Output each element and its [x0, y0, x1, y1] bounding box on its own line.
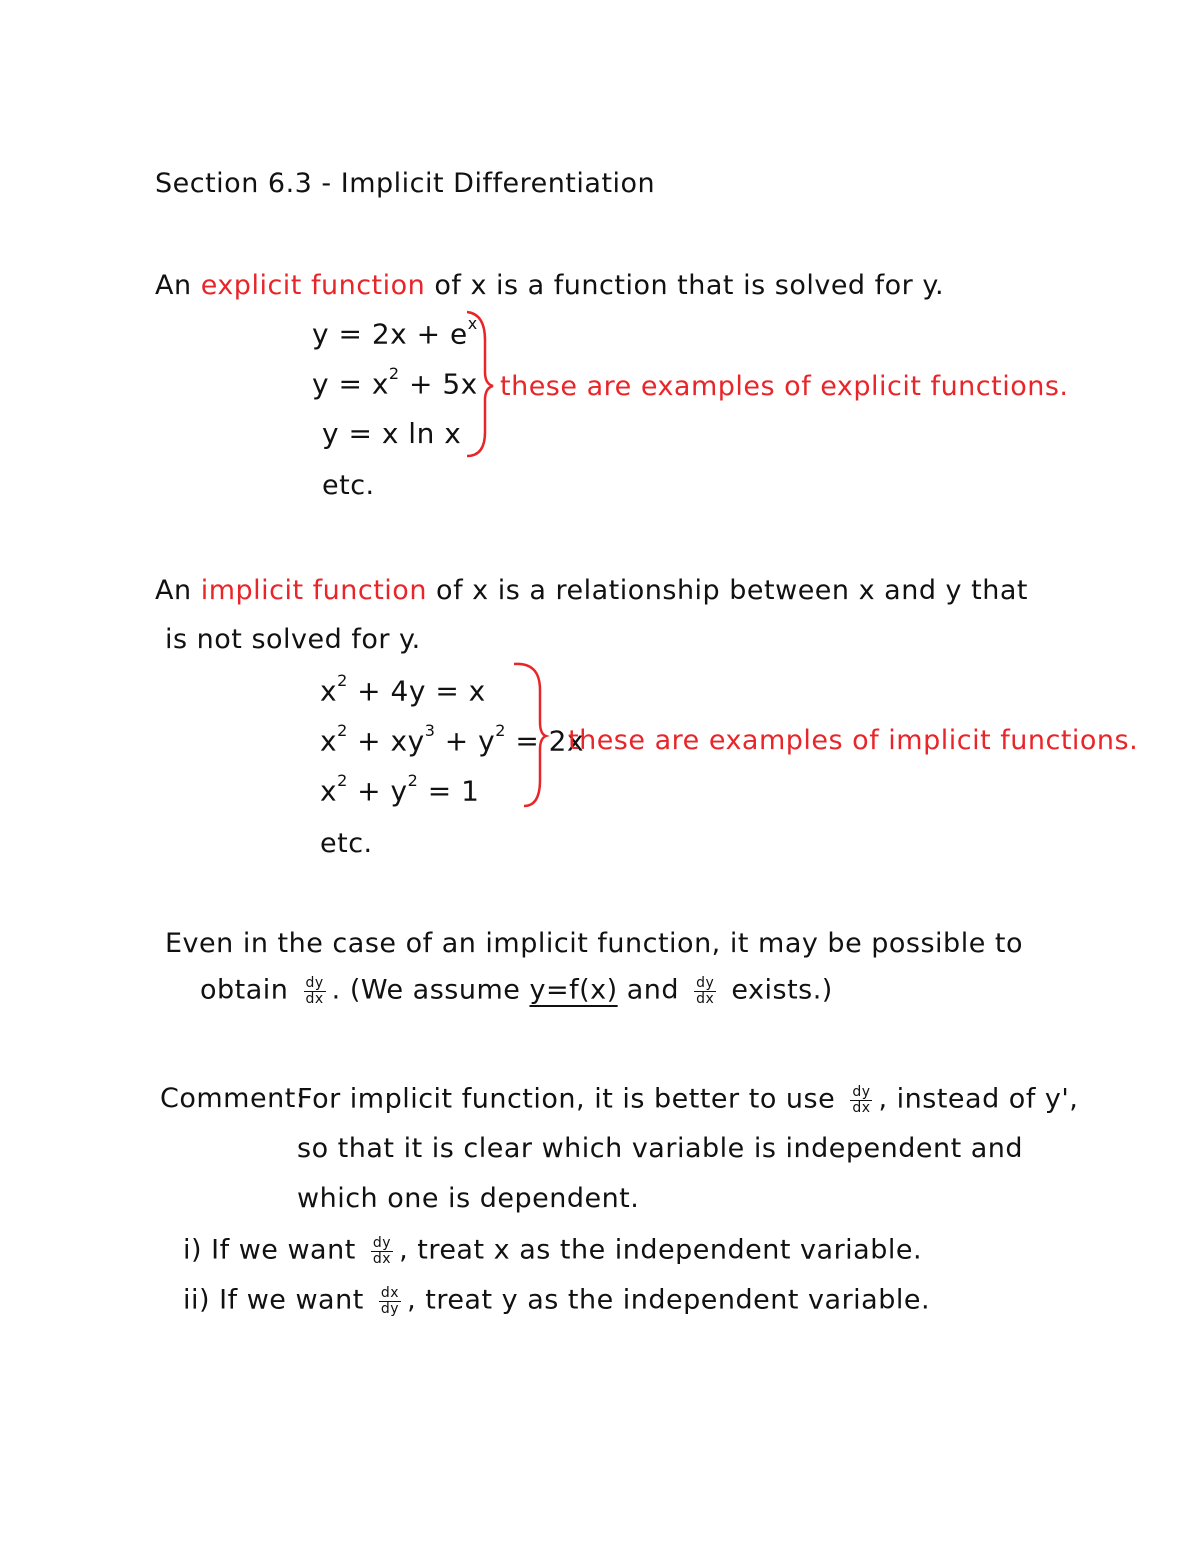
implicit-ex2-a: x [320, 724, 338, 758]
rule-i-lead: If we want [211, 1234, 356, 1266]
implicit-rest: of x is a relationship between x and y that [436, 575, 1028, 606]
explicit-etc: etc. [322, 470, 375, 501]
explicit-note: these are examples of explicit functions. [500, 371, 1069, 402]
explicit-term: explicit function [200, 270, 426, 301]
rule-ii-text: , treat y as the independent variable. [407, 1284, 931, 1316]
even-obtain: obtain [200, 974, 289, 1006]
rule-ii-den: dy [380, 1300, 400, 1317]
explicit-example-1-exp: x [467, 314, 478, 333]
explicit-example-2 [312, 364, 478, 401]
implicit-ex2-exp3: 2 [495, 721, 506, 740]
implicit-ex3-b: + y [357, 774, 408, 808]
implicit-ex3-a: x [320, 774, 338, 808]
even-exists: exists.) [731, 974, 833, 1006]
even-frac2-den: dx [696, 990, 715, 1007]
implicit-ex2-c: + y [444, 724, 496, 758]
implicit-note: these are examples of implicit functions. [568, 725, 1139, 756]
explicit-brace-icon [465, 310, 495, 460]
implicit-example-3 [320, 771, 480, 808]
implicit-ex2-exp1: 2 [337, 721, 348, 740]
comment-frac-den: dx [852, 1099, 871, 1116]
rule-ii-label: ii) [183, 1284, 211, 1316]
implicit-ex2-exp2: 3 [424, 721, 436, 740]
implicit-ex2-b: + xy [357, 724, 425, 758]
comment-line-2: so that it is clear which variable is independent and [297, 1133, 1024, 1164]
comment-line-1-b: , instead of y', [878, 1083, 1079, 1115]
implicit-lead: An [155, 575, 192, 606]
comment-frac-num: dy [852, 1084, 871, 1100]
implicit-ex1-b: + 4y = x [357, 674, 486, 708]
rule-i-num: dy [372, 1235, 392, 1251]
explicit-example-2-exp: 2 [388, 364, 400, 383]
explicit-example-2-lhs: y = x [312, 367, 389, 401]
even-frac-num: dy [305, 975, 324, 991]
implicit-brace-icon [512, 660, 548, 810]
comment-derivative-fraction [850, 1085, 872, 1115]
even-assumption: y=f(x) [529, 974, 618, 1006]
explicit-example-2-tail: + 5x [409, 367, 478, 401]
implicit-ex1-exp: 2 [337, 671, 348, 690]
implicit-definition-line2: is not solved for y. [165, 624, 421, 655]
implicit-example-1 [320, 671, 486, 708]
rule-i-den: dx [372, 1250, 392, 1267]
explicit-definition [155, 272, 944, 299]
explicit-example-3: y = x ln x [322, 417, 462, 450]
even-line-1: Even in the case of an implicit function, it may be possible to [165, 928, 1023, 959]
even-and: and [626, 974, 680, 1006]
rule-ii-lead: If we want [219, 1284, 364, 1316]
implicit-ex3-c: = 1 [427, 774, 480, 808]
even-frac2-num: dy [696, 975, 715, 991]
implicit-ex1-a: x [320, 674, 338, 708]
comment-label: Comment: [160, 1083, 306, 1114]
implicit-etc: etc. [320, 828, 373, 859]
rule-i-label: i) [183, 1234, 203, 1266]
comment-line-1-a: For implicit function, it is better to use [297, 1083, 836, 1115]
even-derivative-fraction [304, 976, 326, 1006]
even-assume-lead: . (We assume [331, 974, 521, 1006]
even-derivative-fraction-2 [694, 976, 716, 1006]
even-line-2 [200, 976, 833, 1006]
rule-ii-fraction [379, 1286, 401, 1316]
rule-i-fraction [371, 1236, 393, 1266]
explicit-example-1 [312, 314, 478, 351]
page-title: Section 6.3 - Implicit Differentiation [155, 168, 656, 199]
rule-ii [183, 1286, 930, 1316]
explicit-example-1-lhs: y = 2x + e [312, 317, 468, 351]
explicit-lead: An [155, 270, 192, 301]
rule-i-text: , treat x as the independent variable. [399, 1234, 923, 1266]
rule-ii-num: dx [380, 1285, 400, 1301]
implicit-ex3-exp2: 2 [407, 771, 419, 790]
implicit-ex3-exp1: 2 [337, 771, 348, 790]
even-frac-den: dx [305, 990, 324, 1007]
comment-line-1 [297, 1085, 1078, 1115]
implicit-ex2-d: = 2x [515, 724, 585, 758]
explicit-rest: of x is a function that is solved for y. [434, 270, 945, 301]
implicit-definition [155, 577, 1028, 604]
comment-line-3: which one is dependent. [297, 1183, 640, 1214]
implicit-term: implicit function [200, 575, 427, 606]
rule-i [183, 1236, 922, 1266]
